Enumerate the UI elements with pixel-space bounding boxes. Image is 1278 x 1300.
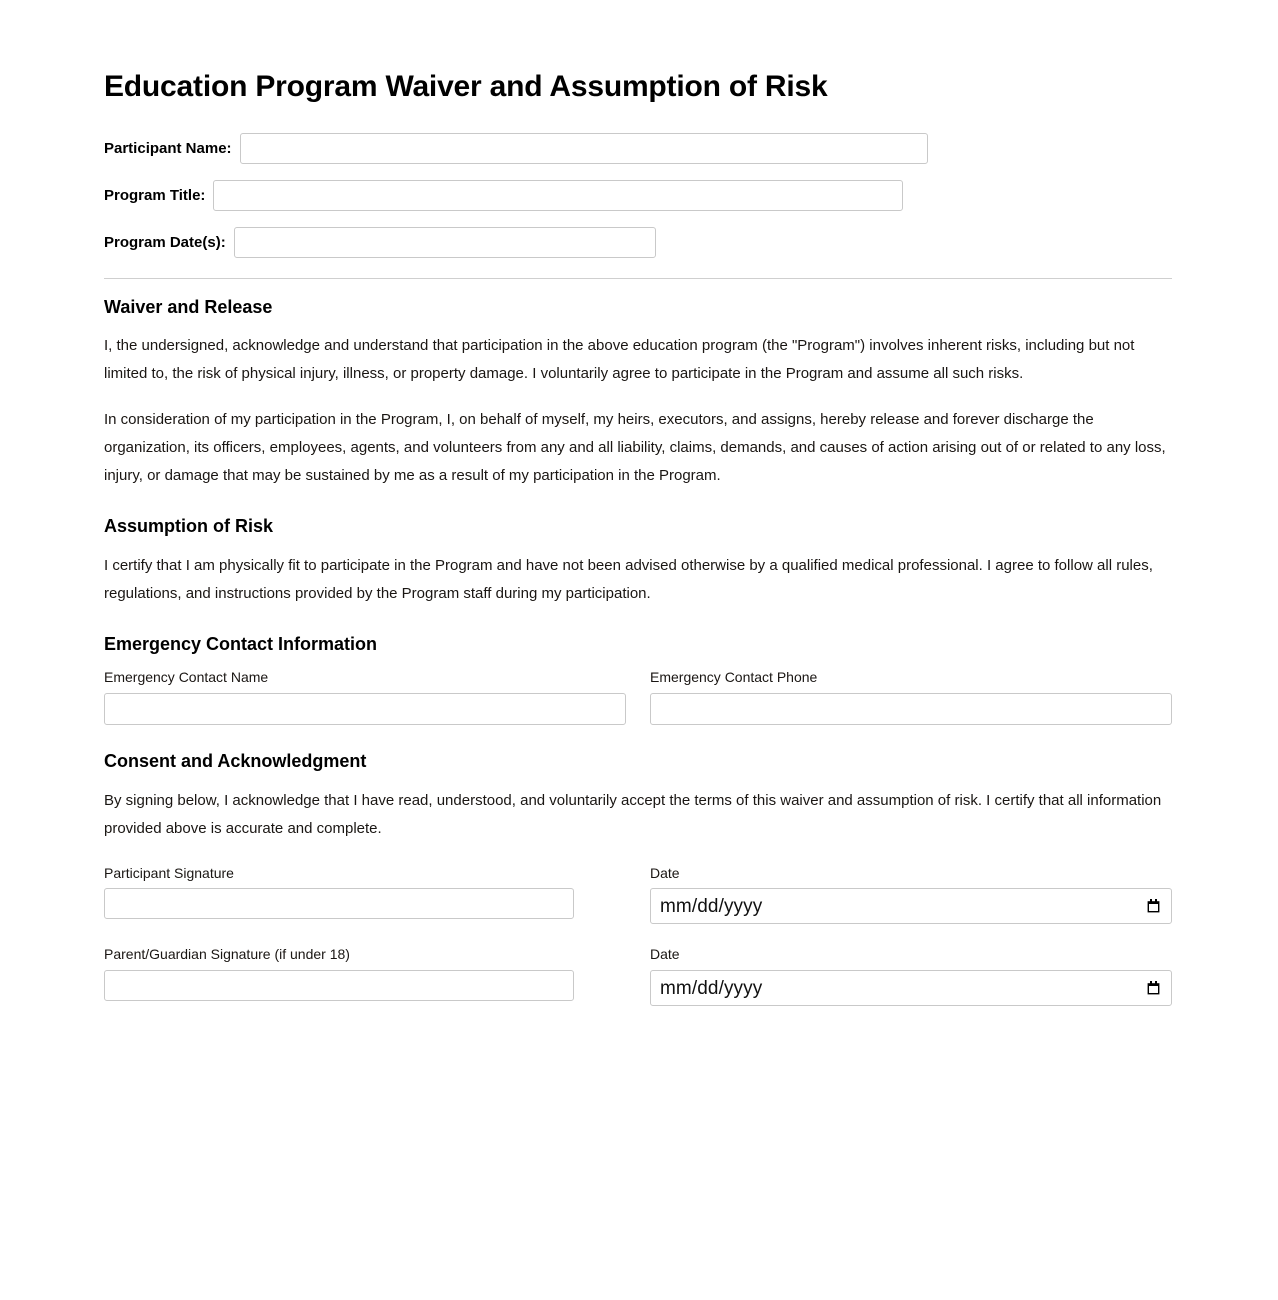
participant-date-input[interactable] <box>650 888 1172 924</box>
guardian-signature-label: Parent/Guardian Signature (if under 18) <box>104 946 350 963</box>
field-row-participant-name <box>104 133 1172 164</box>
emergency-contact-phone-label: Emergency Contact Phone <box>650 669 818 686</box>
guardian-date-label: Date <box>650 946 680 963</box>
program-title-label: Program Title: <box>104 186 206 204</box>
consent-paragraph-1: By signing below, I acknowledge that I have read, understood, and voluntarily accept the terms of this waiver and assumption of risk. I certify that all information provided above is accurate and complete. <box>104 791 1162 837</box>
heading-consent-and-acknowledgment: Consent and Acknowledgment <box>104 751 367 772</box>
guardian-date-group <box>650 946 1172 1006</box>
participant-name-label: Participant Name: <box>104 139 232 157</box>
signature-grid <box>104 865 1172 1007</box>
emergency-contact-name-input[interactable] <box>104 693 626 725</box>
participant-signature-group <box>104 865 650 925</box>
heading-emergency-contact-information: Emergency Contact Information <box>104 633 378 654</box>
heading-waiver-and-release: Waiver and Release <box>104 296 273 317</box>
calendar-icon[interactable] <box>1147 899 1160 913</box>
program-title-input[interactable] <box>213 180 903 211</box>
guardian-date-placeholder: mm/dd/yyyy <box>660 977 763 999</box>
waiver-paragraph-2: In consideration of my participation in the Program, I, on behalf of myself, my heirs, executors, and assigns, hereby release and forever discharge the organization, its officers, employees, agents, and volunteers from any and all liability, claims, demands, and causes of action arising out of or related to any loss, injury, or damage that may be sustained by me as a result of my participation in the Program. <box>104 411 1166 485</box>
page-title: Education Program Waiver and Assumption of Risk <box>104 70 828 103</box>
guardian-signature-input[interactable] <box>104 970 574 1001</box>
program-dates-label: Program Date(s): <box>104 233 226 251</box>
section-divider <box>104 278 1172 279</box>
participant-date-placeholder: mm/dd/yyyy <box>660 895 763 917</box>
participant-date-label: Date <box>650 864 680 881</box>
program-dates-input[interactable] <box>234 227 656 258</box>
participant-signature-label: Participant Signature <box>104 864 234 881</box>
field-row-program-title <box>104 180 1172 211</box>
participant-name-input[interactable] <box>240 133 928 164</box>
field-row-program-dates <box>104 227 1172 258</box>
emergency-contact-phone-input[interactable] <box>650 693 1172 725</box>
emergency-contact-grid <box>104 669 1172 725</box>
participant-signature-input[interactable] <box>104 888 574 919</box>
heading-assumption-of-risk: Assumption of Risk <box>104 516 274 537</box>
emergency-contact-phone-group <box>650 669 1172 725</box>
waiver-paragraph-1: I, the undersigned, acknowledge and understand that participation in the above education program (the "Program") involves inherent risks, including but not limited to, the risk of physical injury, illness, or property damage. I voluntarily agree to participate in the Program and assume all such risks. <box>104 337 1135 383</box>
participant-date-group <box>650 865 1172 925</box>
emergency-contact-name-group <box>104 669 650 725</box>
guardian-date-input[interactable] <box>650 970 1172 1006</box>
assumption-paragraph-1: I certify that I am physically fit to participate in the Program and have not been advised otherwise by a qualified medical professional. I agree to follow all rules, regulations, and instructions provided by the Program staff during my participation. <box>104 556 1153 602</box>
calendar-icon[interactable] <box>1147 981 1160 995</box>
emergency-contact-name-label: Emergency Contact Name <box>104 669 269 686</box>
guardian-signature-group <box>104 946 650 1006</box>
